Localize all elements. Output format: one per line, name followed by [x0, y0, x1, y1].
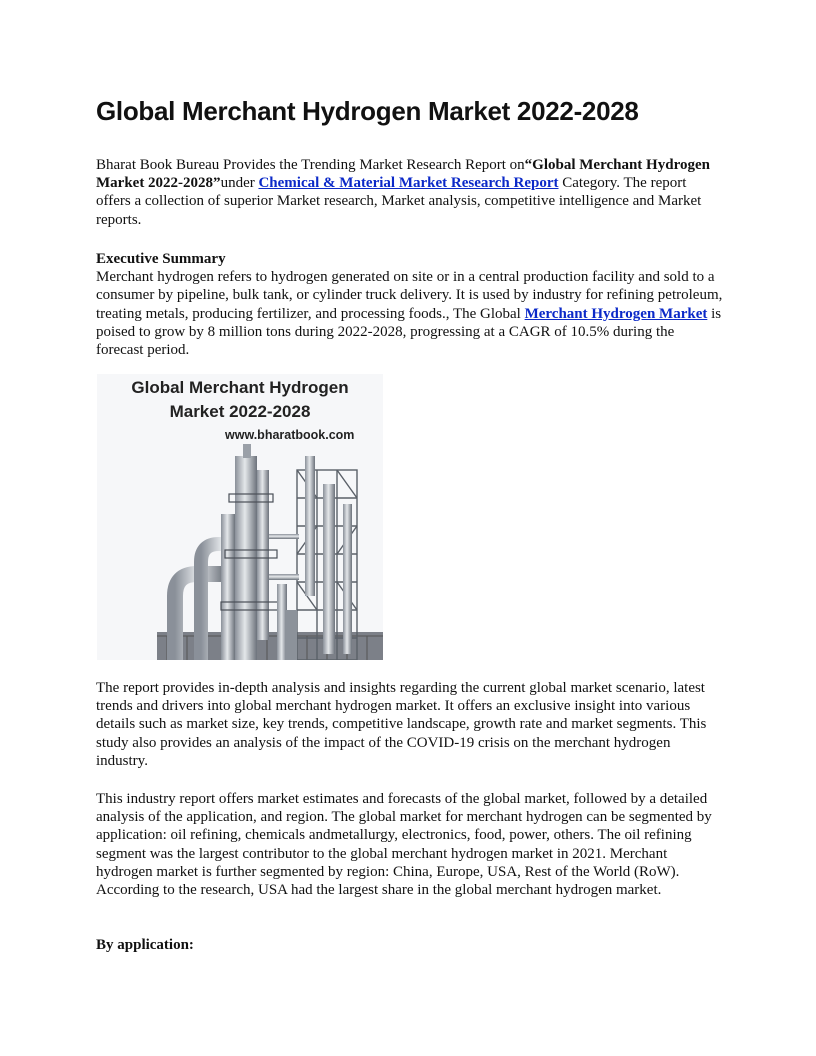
segments-paragraph: This industry report offers market estimates and forecasts of the global market, followed by a detailed analysis of the application, and region. The global market for merchant hydrogen can be segmented by application: oil refining, chemicals andmetallurgy, electronics, food, power, others. The oil refining segment was the largest contributor to the global merchant hydrogen market in 2021. Merchant hydrogen market is further segmented by region: China, Europe, USA, Rest of the World (RoW). According to the research, USA had the largest share in the global merchant hydrogen market.	[96, 791, 712, 899]
intro-paragraph	[96, 156, 724, 229]
executive-summary-text-before: Merchant hydrogen refers to hydrogen generated on site or in a central production facility and sold to a consumer by pipeline, bulk tank, or cylinder truck delivery. It is used by industry for refining petroleum, treating metals, producing fertilizer, and processing foods., The Global	[96, 269, 723, 322]
executive-summary	[96, 250, 724, 359]
category-link[interactable]: Chemical & Material Market Research Report	[258, 175, 559, 192]
promo-title-line1: Global Merchant Hydrogen	[131, 378, 349, 397]
executive-summary-text-after: is poised to grow by 8 million tons during 2022-2028, progressing at a CAGR of 10.5% during the forecast period.	[96, 305, 722, 359]
intro-under: under	[220, 175, 259, 192]
analysis-paragraph: The report provides in-depth analysis and insights regarding the current global market scenario, latest trends and drivers into global merchant hydrogen market. It offers an exclusive insight into various details such as market size, key trends, competitive landscape, growth rate and market segments. This study also provides an analysis of the impact of the COVID-19 crisis on the merchant hydrogen industry.	[96, 680, 707, 769]
report-name: “Global Merchant Hydrogen Market 2022-2028”	[96, 157, 710, 192]
promo-image	[97, 374, 383, 660]
intro-rest: Category. The report offers a collection of superior Market research, Market analysis, competitive intelligence and Market reports.	[96, 175, 702, 228]
page-title: Global Merchant Hydrogen Market 2022-2028	[96, 96, 639, 126]
intro-lead: Bharat Book Bureau Provides the Trending Market Research Report on	[96, 157, 525, 173]
executive-summary-heading: Executive Summary	[96, 251, 226, 267]
by-application-heading: By application:	[96, 937, 194, 953]
promo-url: www.bharatbook.com	[225, 428, 355, 442]
promo-title	[97, 376, 383, 424]
market-link[interactable]: Merchant Hydrogen Market	[524, 305, 708, 322]
promo-title-line2: Market 2022-2028	[169, 402, 311, 421]
